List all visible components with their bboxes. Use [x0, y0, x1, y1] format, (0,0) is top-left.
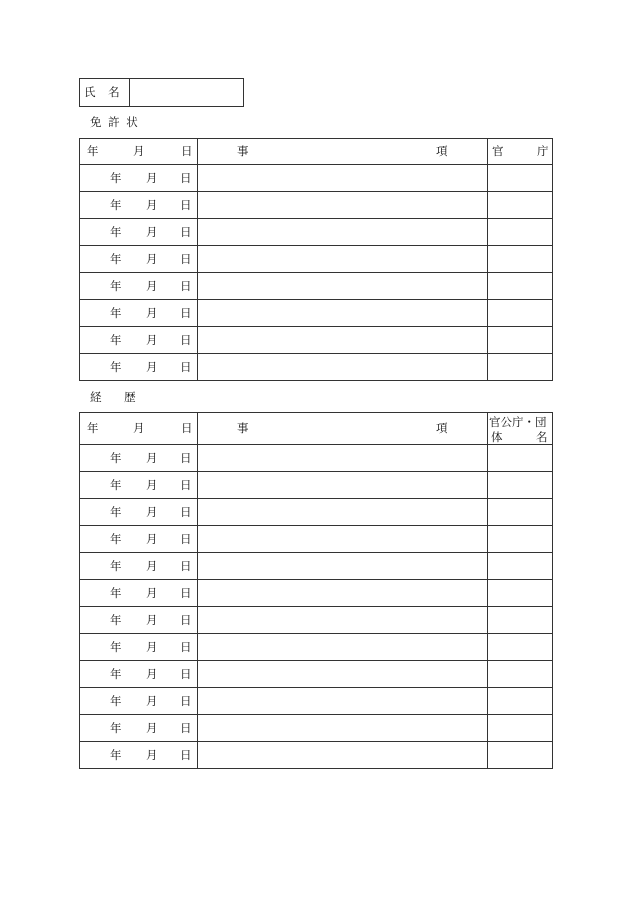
- name-label: 氏 名: [80, 79, 130, 106]
- month-label: 月: [146, 532, 158, 546]
- office-cell: [487, 300, 552, 326]
- day-label: 日: [180, 252, 192, 266]
- career-row: [80, 687, 552, 714]
- date-header-cell: [80, 139, 197, 164]
- year-label: 年: [110, 451, 122, 465]
- matter-cell: [197, 661, 487, 687]
- matter-cell: [197, 553, 487, 579]
- office-cell: [487, 273, 552, 299]
- day-label: 日: [180, 640, 192, 654]
- matter-cell: [197, 327, 487, 353]
- month-label: 月: [146, 694, 158, 708]
- matter-cell: [197, 273, 487, 299]
- matter-cell: [197, 192, 487, 218]
- year-label: 年: [110, 252, 122, 266]
- license-row: [80, 164, 552, 191]
- office-cell: [487, 472, 552, 498]
- office-header-start: 官: [492, 144, 504, 158]
- day-label: 日: [180, 559, 192, 573]
- office-cell: [487, 219, 552, 245]
- year-label: 年: [110, 586, 122, 600]
- year-header: 年: [87, 421, 99, 435]
- office-header-line1: 官公庁・団: [489, 415, 547, 429]
- month-label: 月: [146, 360, 158, 374]
- date-cell: [80, 273, 197, 299]
- office-cell: [487, 688, 552, 714]
- day-label: 日: [180, 694, 192, 708]
- office-cell: [487, 661, 552, 687]
- month-label: 月: [146, 306, 158, 320]
- day-label: 日: [180, 225, 192, 239]
- month-label: 月: [146, 505, 158, 519]
- date-cell: [80, 742, 197, 768]
- date-cell: [80, 219, 197, 245]
- office-header-cell: [487, 413, 552, 444]
- date-cell: [80, 300, 197, 326]
- license-row: [80, 218, 552, 245]
- license-rows: [80, 164, 552, 380]
- year-label: 年: [110, 171, 122, 185]
- month-label: 月: [146, 721, 158, 735]
- date-cell: [80, 661, 197, 687]
- matter-header-end: 項: [436, 144, 448, 158]
- matter-cell: [197, 165, 487, 191]
- office-cell: [487, 354, 552, 380]
- matter-cell: [197, 472, 487, 498]
- year-label: 年: [110, 333, 122, 347]
- month-label: 月: [146, 198, 158, 212]
- license-row: [80, 191, 552, 218]
- year-label: 年: [110, 360, 122, 374]
- date-cell: [80, 580, 197, 606]
- month-label: 月: [146, 225, 158, 239]
- career-row: [80, 606, 552, 633]
- month-label: 月: [146, 613, 158, 627]
- career-row: [80, 633, 552, 660]
- month-header: 月: [133, 421, 145, 435]
- month-label: 月: [146, 451, 158, 465]
- day-label: 日: [180, 198, 192, 212]
- matter-cell: [197, 300, 487, 326]
- matter-cell: [197, 634, 487, 660]
- career-row: [80, 498, 552, 525]
- matter-cell: [197, 354, 487, 380]
- career-section-title: 経 歴: [90, 390, 136, 404]
- career-row: [80, 552, 552, 579]
- year-label: 年: [110, 721, 122, 735]
- year-label: 年: [110, 748, 122, 762]
- license-row: [80, 272, 552, 299]
- matter-cell: [197, 445, 487, 471]
- career-row: [80, 660, 552, 687]
- career-row: [80, 471, 552, 498]
- month-label: 月: [146, 478, 158, 492]
- matter-cell: [197, 246, 487, 272]
- matter-header-start: 事: [237, 421, 249, 435]
- date-cell: [80, 192, 197, 218]
- date-cell: [80, 715, 197, 741]
- date-cell: [80, 634, 197, 660]
- matter-header-start: 事: [237, 144, 249, 158]
- date-cell: [80, 246, 197, 272]
- name-field: [79, 78, 244, 107]
- matter-cell: [197, 526, 487, 552]
- month-label: 月: [146, 748, 158, 762]
- year-label: 年: [110, 478, 122, 492]
- day-label: 日: [180, 721, 192, 735]
- matter-cell: [197, 499, 487, 525]
- day-label: 日: [180, 451, 192, 465]
- year-label: 年: [110, 694, 122, 708]
- year-header: 年: [87, 144, 99, 158]
- year-label: 年: [110, 306, 122, 320]
- month-label: 月: [146, 586, 158, 600]
- office-header-line2-end: 名: [536, 430, 548, 444]
- day-label: 日: [180, 360, 192, 374]
- matter-header-end: 項: [436, 421, 448, 435]
- month-label: 月: [146, 559, 158, 573]
- career-rows: [80, 444, 552, 768]
- matter-cell: [197, 580, 487, 606]
- office-cell: [487, 634, 552, 660]
- date-cell: [80, 445, 197, 471]
- day-label: 日: [180, 532, 192, 546]
- license-row: [80, 326, 552, 353]
- date-cell: [80, 688, 197, 714]
- office-cell: [487, 715, 552, 741]
- date-header-cell: [80, 413, 197, 444]
- license-table: [79, 138, 553, 381]
- day-label: 日: [180, 748, 192, 762]
- month-label: 月: [146, 333, 158, 347]
- date-cell: [80, 472, 197, 498]
- month-label: 月: [146, 252, 158, 266]
- date-cell: [80, 165, 197, 191]
- day-label: 日: [180, 171, 192, 185]
- office-cell: [487, 327, 552, 353]
- month-header: 月: [133, 144, 145, 158]
- name-value-cell: [130, 79, 243, 106]
- day-label: 日: [180, 667, 192, 681]
- office-cell: [487, 246, 552, 272]
- career-header-row: [80, 413, 552, 444]
- matter-cell: [197, 742, 487, 768]
- license-header-row: [80, 139, 552, 164]
- career-row: [80, 714, 552, 741]
- day-label: 日: [180, 505, 192, 519]
- career-row: [80, 525, 552, 552]
- year-label: 年: [110, 279, 122, 293]
- office-cell: [487, 742, 552, 768]
- year-label: 年: [110, 505, 122, 519]
- year-label: 年: [110, 667, 122, 681]
- year-label: 年: [110, 198, 122, 212]
- day-label: 日: [180, 478, 192, 492]
- day-header: 日: [181, 144, 193, 158]
- career-row: [80, 444, 552, 471]
- year-label: 年: [110, 532, 122, 546]
- year-label: 年: [110, 559, 122, 573]
- office-cell: [487, 499, 552, 525]
- office-cell: [487, 445, 552, 471]
- career-table: [79, 412, 553, 769]
- date-cell: [80, 354, 197, 380]
- matter-header-cell: [197, 413, 487, 444]
- date-cell: [80, 499, 197, 525]
- day-label: 日: [180, 613, 192, 627]
- license-row: [80, 299, 552, 326]
- year-label: 年: [110, 225, 122, 239]
- matter-cell: [197, 715, 487, 741]
- office-header-end: 庁: [537, 144, 549, 158]
- matter-cell: [197, 688, 487, 714]
- license-section-title: 免 許 状: [90, 115, 138, 129]
- day-label: 日: [180, 306, 192, 320]
- day-header: 日: [181, 421, 193, 435]
- day-label: 日: [180, 586, 192, 600]
- office-header-cell: [487, 139, 552, 164]
- license-row: [80, 245, 552, 272]
- matter-header-cell: [197, 139, 487, 164]
- office-cell: [487, 192, 552, 218]
- office-cell: [487, 580, 552, 606]
- date-cell: [80, 526, 197, 552]
- day-label: 日: [180, 279, 192, 293]
- office-header-line2-start: 体: [491, 430, 503, 444]
- office-cell: [487, 607, 552, 633]
- office-cell: [487, 553, 552, 579]
- year-label: 年: [110, 640, 122, 654]
- office-cell: [487, 526, 552, 552]
- day-label: 日: [180, 333, 192, 347]
- date-cell: [80, 607, 197, 633]
- career-row: [80, 579, 552, 606]
- month-label: 月: [146, 667, 158, 681]
- month-label: 月: [146, 640, 158, 654]
- date-cell: [80, 327, 197, 353]
- month-label: 月: [146, 171, 158, 185]
- office-cell: [487, 165, 552, 191]
- year-label: 年: [110, 613, 122, 627]
- matter-cell: [197, 219, 487, 245]
- license-row: [80, 353, 552, 380]
- date-cell: [80, 553, 197, 579]
- matter-cell: [197, 607, 487, 633]
- career-row: [80, 741, 552, 768]
- month-label: 月: [146, 279, 158, 293]
